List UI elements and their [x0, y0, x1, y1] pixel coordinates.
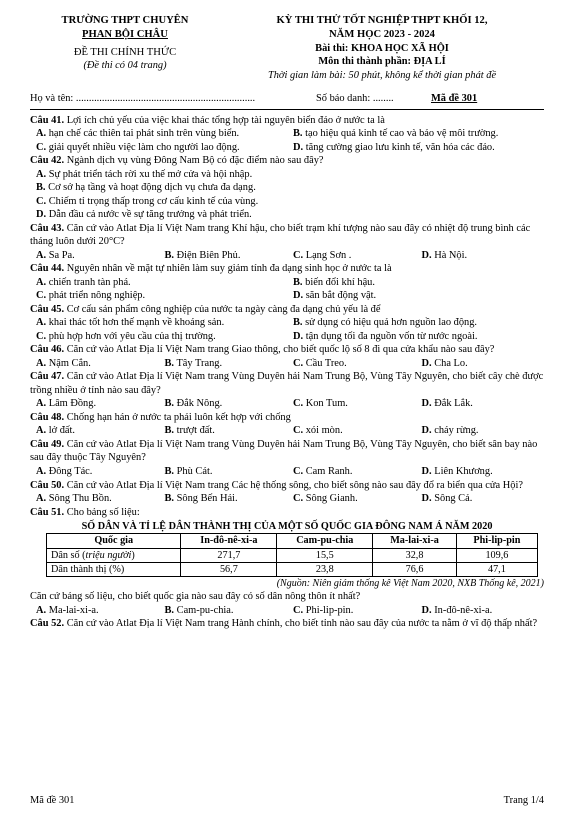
answer-option[interactable]: C. xói mòn.: [293, 425, 343, 437]
question-text: Lợi ích chủ yếu của việc khai thác tổng hợp tài nguyên biển đảo ở nước ta là: [66, 114, 385, 126]
answer-option[interactable]: B. Đắk Nông.: [164, 398, 223, 410]
question-label: Câu 50.: [30, 479, 65, 491]
answer-option[interactable]: B. Cam-pu-chia.: [164, 604, 234, 616]
school-name-line1: TRƯỜNG THPT CHUYÊN: [61, 15, 189, 26]
answer-option[interactable]: A. khai thác tốt hơn thế mạnh về khoáng sản.: [36, 317, 225, 329]
table-row: [47, 548, 538, 562]
candidate-info-line: [30, 92, 544, 106]
answer-option[interactable]: D. Hà Nội.: [421, 249, 468, 261]
answer-options: [30, 316, 544, 343]
answer-option[interactable]: A. Ma-lai-xi-a.: [36, 604, 99, 616]
table-header-cell: Quốc gia: [47, 534, 181, 548]
answer-option[interactable]: A. chiến tranh tàn phá.: [36, 276, 131, 288]
exam-header: [30, 14, 544, 82]
question-item: [30, 222, 544, 249]
footer-exam-code: Mã đề 301: [30, 795, 75, 806]
question-label: Câu 44.: [30, 263, 65, 275]
question-text: Căn cứ vào Atlat Địa lí Việt Nam trang Giao thông, cho biết quốc lộ số 8 đi qua cửa khẩu nào sau đây?: [66, 344, 495, 356]
question-text: Chống hạn hán ở nước ta phải luôn kết hợp với chống: [66, 411, 291, 423]
question-52: [30, 617, 544, 631]
table-row: [47, 562, 538, 576]
population-table: [46, 533, 538, 577]
answer-option[interactable]: C. Kon Tum.: [293, 398, 348, 410]
page-footer: [30, 794, 544, 808]
answer-option[interactable]: A. lở đất.: [36, 425, 75, 437]
answer-option[interactable]: C. giải quyết nhiều việc làm cho người lao động.: [36, 141, 240, 153]
answer-options: [30, 465, 544, 479]
answer-option[interactable]: D. cháy rừng.: [421, 425, 479, 437]
answer-options: [30, 249, 544, 263]
table-cell: 47,1: [456, 562, 537, 576]
answer-option[interactable]: D. In-đô-nê-xi-a.: [421, 604, 493, 616]
exam-code: Mã đề 301: [431, 93, 478, 105]
answer-option[interactable]: B. biến đổi khí hậu.: [293, 276, 375, 288]
answer-option[interactable]: A. hạn chế các thiên tai phát sinh trên vùng biển.: [36, 128, 240, 140]
question-item: [30, 262, 544, 276]
question-item: [30, 343, 544, 357]
answer-option[interactable]: A. Lâm Đồng.: [36, 398, 97, 410]
footer-page-number: Trang 1/4: [503, 795, 544, 806]
question-item: [30, 114, 544, 128]
exam-time: Thời gian làm bài: 50 phút, không kể thời gian phát đề: [267, 69, 497, 81]
answer-option[interactable]: C. Phi-lip-pin.: [293, 604, 354, 616]
page-count-note: (Đề thi có 04 trang): [83, 60, 167, 72]
answer-option[interactable]: A. Đông Tác.: [36, 466, 93, 477]
question-item: [30, 154, 544, 168]
table-header-cell: In-đô-nê-xi-a: [181, 534, 277, 548]
answer-option[interactable]: D. tăng cường giao lưu kinh tế, văn hóa các đảo.: [293, 141, 495, 153]
school-block: [30, 14, 220, 82]
answer-options: [30, 127, 544, 154]
exam-subject: Bài thi: KHOA HỌC XÃ HỘI: [315, 42, 449, 54]
answer-option[interactable]: C. phát triển nông nghiệp.: [36, 290, 146, 302]
answer-options: [30, 276, 544, 303]
question-item: [30, 479, 544, 493]
table-source: (Nguồn: Niên giám thống kê Việt Nam 2020, NXB Thống kê, 2021): [276, 578, 544, 590]
question-item: [30, 303, 544, 317]
question-label: Câu 49.: [30, 438, 65, 450]
answer-option[interactable]: C. Sông Gianh.: [293, 493, 358, 505]
table-cell: 56,7: [181, 562, 277, 576]
answer-options: [30, 424, 544, 438]
exam-title: KỲ THI THỬ TỐT NGHIỆP THPT KHỐI 12,: [276, 15, 488, 26]
answer-option[interactable]: B. trượt đất.: [164, 425, 215, 437]
answer-option[interactable]: C. phù hợp hơn với yêu cầu của thị trường.: [36, 330, 216, 342]
table-cell: 109,6: [456, 548, 537, 562]
table-row-label: Dân thành thị (%): [47, 562, 181, 576]
question-51: [30, 506, 544, 520]
answer-option[interactable]: C. Chiếm tỉ trọng thấp trong cơ cấu kinh tế của vùng.: [36, 195, 259, 207]
table-row-label: Dân số (triệu người): [47, 548, 181, 562]
answer-option[interactable]: D. săn bắt động vật.: [293, 290, 377, 302]
table-title: SỐ DÂN VÀ TỈ LỆ DÂN THÀNH THỊ CỦA MỘT SỐ QUỐC GIA ĐÔNG NAM Á NĂM 2020: [81, 521, 493, 533]
answer-option[interactable]: B. Tây Trang.: [164, 357, 223, 369]
question-text: Cho bảng số liệu:: [66, 506, 140, 518]
answer-options: [30, 357, 544, 371]
question-text: Căn cứ vào Atlat Địa lí Việt Nam trang Các hệ thống sông, cho biết sông nào sau đây đổ ra biển qua cửa Hội?: [66, 479, 523, 491]
answer-options: [30, 604, 544, 618]
table-cell: 32,8: [373, 548, 457, 562]
answer-option[interactable]: B. Cơ sở hạ tầng và hoạt động dịch vụ chưa đa dạng.: [36, 182, 256, 194]
question-text: Ngành dịch vụ vùng Đông Nam Bộ có đặc điểm nào sau đây?: [66, 155, 324, 167]
question-label: Câu 45.: [30, 303, 65, 315]
question-label: Câu 52.: [30, 618, 65, 630]
answer-option[interactable]: B. sử dụng có hiệu quả hơn nguồn lao động.: [293, 317, 478, 329]
table-header-cell: Phi-lip-pin: [456, 534, 537, 548]
question-list: [30, 114, 544, 506]
question-label: Câu 51.: [30, 506, 65, 518]
answer-option[interactable]: B. Phù Cát.: [164, 466, 213, 477]
question-label: Câu 43.: [30, 222, 65, 234]
question-label: Câu 41.: [30, 114, 65, 126]
table-header-row: [47, 534, 538, 548]
school-name-line2: PHAN BỘI CHÂU: [82, 28, 168, 40]
exam-page: [30, 14, 544, 631]
answer-option[interactable]: D. Sông Cả.: [421, 493, 473, 505]
answer-option[interactable]: A. Nậm Cắn.: [36, 357, 91, 369]
answer-option[interactable]: D. Liên Khương.: [421, 466, 493, 477]
official-label: ĐỀ THI CHÍNH THỨC: [73, 46, 177, 58]
question-text: Căn cứ vào Atlat Địa lí Việt Nam trang Hành chính, cho biết tỉnh nào sau đây của nước ta nằm ở vĩ độ thấp nhất?: [66, 618, 538, 630]
table-header-cell: Ma-lai-xi-a: [373, 534, 457, 548]
candidate-name-field[interactable]: Họ và tên: .....................................................................: [30, 93, 256, 105]
answer-option[interactable]: D. Đắk Lắk.: [421, 398, 473, 410]
question-item: [30, 370, 544, 397]
question-text: Căn cứ vào Atlat Địa lí Việt Nam trang Khí hậu, cho biết trạm khí tượng nào sau đây có nhiệt độ trung bình các tháng luôn dưới 20°C?: [30, 222, 531, 248]
answer-option[interactable]: A. Sa Pa.: [36, 249, 75, 261]
answer-options: [30, 492, 544, 506]
answer-option[interactable]: D. Dẫn đầu cả nước về sự tăng trưởng và phát triển.: [36, 209, 252, 221]
question-text: Nguyên nhân về mặt tự nhiên làm suy giảm tính đa dạng sinh học ở nước ta là: [66, 263, 392, 275]
table-cell: 23,8: [277, 562, 373, 576]
answer-option[interactable]: D. Cha Lo.: [421, 357, 468, 369]
question-item: [30, 411, 544, 425]
table-cell: 271,7: [181, 548, 277, 562]
question-text: Căn cứ vào Atlat Địa lí Việt Nam trang Vùng Duyên hải Nam Trung Bộ, Vùng Tây Nguyên, cho biết cây chè được trồng nhiều ở tỉnh nào sau đây?: [30, 371, 544, 396]
answer-option[interactable]: D. tận dụng tối đa nguồn vốn từ nước ngoài.: [293, 330, 478, 342]
question-label: Câu 46.: [30, 344, 65, 356]
question-label: Câu 47.: [30, 371, 65, 383]
exam-component: Môn thi thành phần: ĐỊA LÍ: [318, 56, 446, 68]
table-cell: 15,5: [277, 548, 373, 562]
question-text: Cơ cấu sản phẩm công nghiệp của nước ta ngày càng đa dạng chủ yếu là để: [66, 303, 381, 315]
answer-option[interactable]: B. tạo hiệu quả kinh tế cao và bảo vệ môi trường.: [293, 128, 499, 140]
header-divider: [30, 109, 544, 110]
answer-options: [30, 397, 544, 411]
question-prompt: Căn cứ bảng số liệu, cho biết quốc gia nào sau đây có số dân nông thôn ít nhất?: [30, 591, 361, 603]
table-header-cell: Cam-pu-chia: [277, 534, 373, 548]
answer-option[interactable]: A. Sông Thu Bồn.: [36, 493, 112, 505]
answer-option[interactable]: B. Điện Biên Phủ.: [164, 249, 241, 261]
question-label: Câu 42.: [30, 155, 65, 167]
question-text: Căn cứ vào Atlat Địa lí Việt Nam trang Vùng Duyên hải Nam Trung Bộ, Vùng Tây Nguyên, cho biết sân bay nào sau đây thuộc Tây Nguyên?: [30, 438, 538, 464]
table-cell: 76,6: [373, 562, 457, 576]
school-year: NĂM HỌC 2023 - 2024: [329, 28, 435, 40]
answer-option[interactable]: B. Sông Bến Hải.: [164, 493, 238, 505]
answer-option[interactable]: C. Lạng Sơn .: [293, 249, 352, 261]
candidate-number-field[interactable]: Số báo danh: ........: [316, 93, 394, 105]
answer-option[interactable]: C. Cam Ranh.: [293, 466, 353, 477]
question-label: Câu 48.: [30, 411, 65, 423]
answer-option[interactable]: A. Sự phát triển tách rời xu thế mở cửa và hội nhập.: [36, 168, 253, 180]
question-item: [30, 438, 544, 465]
exam-info-block: [220, 14, 544, 82]
answer-option[interactable]: C. Cầu Treo.: [293, 357, 347, 369]
